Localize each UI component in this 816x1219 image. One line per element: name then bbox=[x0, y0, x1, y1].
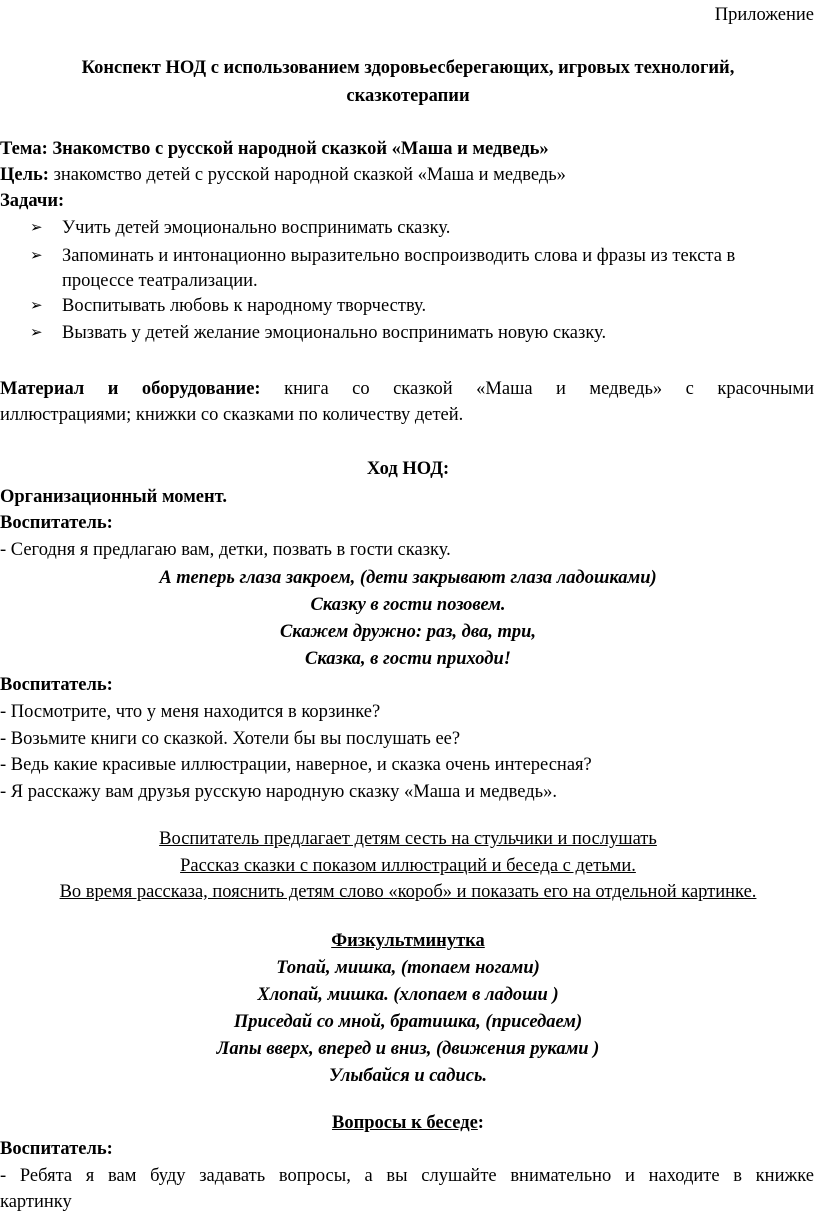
tasks-label: Задачи: bbox=[0, 191, 65, 211]
appendix-label: Приложение bbox=[714, 5, 814, 25]
arrow-bullet-icon: ➢ bbox=[30, 325, 43, 341]
fizkult-line: Топай, мишка, (топаем ногами) bbox=[276, 958, 540, 978]
dialogue-line: - Посмотрите, что у меня находится в корзинке? bbox=[0, 702, 381, 722]
instruction-line: Воспитатель предлагает детям сесть на стульчики и послушать bbox=[159, 829, 657, 849]
dialogue-line: - Ведь какие красивые иллюстрации, наверное, и сказка очень интересная? bbox=[0, 755, 592, 775]
arrow-bullet-icon: ➢ bbox=[30, 298, 43, 314]
material-line-1 bbox=[0, 376, 814, 402]
goal-label: Цель: bbox=[0, 165, 49, 185]
invite-line: - Сегодня я предлагаю вам, детки, позвать в гости сказку. bbox=[0, 540, 451, 560]
questions-title-colon: : bbox=[477, 1113, 484, 1133]
theme-text: Знакомство с русской народной сказкой «Маша и медведь» bbox=[47, 139, 549, 159]
dialogue-line: - Возьмите книги со сказкой. Хотели бы вы послушать ее? bbox=[0, 729, 461, 749]
fizkult-line: Приседай со мной, братишка, (приседаем) bbox=[233, 1012, 583, 1032]
fizkult-line: Улыбайся и садись. bbox=[328, 1066, 488, 1086]
poem-line: А теперь глаза закроем, (дети закрывают глаза ладошками) bbox=[159, 568, 657, 588]
org-moment-heading: Организационный момент. bbox=[0, 487, 227, 507]
arrow-bullet-icon: ➢ bbox=[30, 248, 43, 264]
task-item: Запоминать и интонационно выразительно воспроизводить слова и фразы из текста в bbox=[62, 246, 736, 266]
poem-line: Сказку в гости позовем. bbox=[310, 595, 506, 615]
poem-line: Скажем дружно: раз, два, три, bbox=[279, 622, 537, 642]
final-line-2: картинку bbox=[0, 1192, 72, 1212]
task-item: Учить детей эмоционально воспринимать сказку. bbox=[62, 218, 451, 238]
goal-line bbox=[0, 162, 566, 188]
fizkult-line: Лапы вверх, вперед и вниз, (движения руками ) bbox=[216, 1039, 600, 1059]
instruction-line: Рассказ сказки с показом иллюстраций и беседа с детьми. bbox=[180, 856, 636, 876]
goal-text: знакомство детей с русской народной сказкой «Маша и медведь» bbox=[48, 165, 566, 185]
questions-title-text: Вопросы к беседе bbox=[332, 1113, 478, 1133]
instruction-line: Во время рассказа, пояснить детям слово «короб» и показать его на отдельной картинке. bbox=[59, 882, 757, 902]
questions-title bbox=[0, 1110, 816, 1136]
teacher-label: Воспитатель: bbox=[0, 675, 113, 695]
task-item-continuation: процессе театрализации. bbox=[62, 271, 258, 291]
theme-label: Тема: bbox=[0, 139, 48, 159]
poem-line: Сказка, в гости приходи! bbox=[305, 649, 511, 669]
material-label: Материал и оборудование: bbox=[0, 379, 261, 399]
teacher-label: Воспитатель: bbox=[0, 513, 113, 533]
material-line-2: иллюстрациями; книжки со сказками по количеству детей. bbox=[0, 405, 464, 425]
arrow-bullet-icon: ➢ bbox=[30, 220, 43, 236]
task-item: Воспитывать любовь к народному творчеству. bbox=[62, 296, 427, 316]
task-item: Вызвать у детей желание эмоционально воспринимать новую сказку. bbox=[62, 323, 607, 343]
material-text: книга со сказкой «Маша и медведь» с красочными bbox=[284, 379, 815, 399]
final-line-1: - Ребята я вам буду задавать вопросы, а вы слушайте внимательно и находите в книжке bbox=[0, 1166, 814, 1186]
teacher-label: Воспитатель: bbox=[0, 1139, 113, 1159]
title-line-2: сказкотерапии bbox=[346, 86, 470, 106]
fizkult-title: Физкультминутка bbox=[331, 931, 485, 951]
course-title: Ход НОД: bbox=[366, 459, 450, 479]
fizkult-line: Хлопай, мишка. (хлопаем в ладоши ) bbox=[257, 985, 559, 1005]
theme-line bbox=[0, 136, 549, 162]
title-line-1: Конспект НОД с использованием здоровьесберегающих, игровых технологий, bbox=[81, 58, 735, 78]
dialogue-line: - Я расскажу вам друзья русскую народную сказку «Маша и медведь». bbox=[0, 782, 557, 802]
